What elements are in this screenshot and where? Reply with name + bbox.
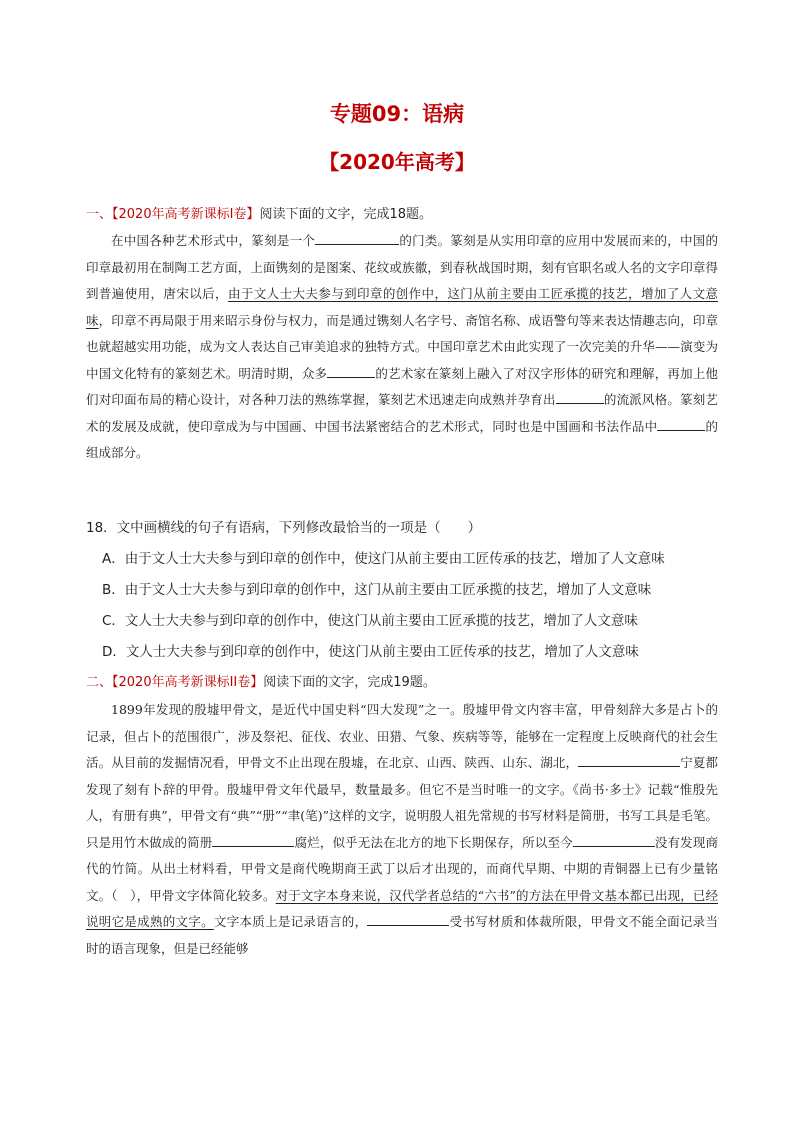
underlined-sentence: 由于文人士大夫参与到印章的创作中，这门从前主要由工匠承揽的技艺，增加了人文意味 <box>86 286 718 328</box>
passage2-text-c: 腐烂，似乎无法在北方的地下长期保存，所以至今 <box>294 834 573 850</box>
blank <box>657 416 705 431</box>
section2-heading <box>86 671 436 690</box>
passage2-text-f: 受书写材质和体裁所限，甲骨文不能全面记录当时的语言现象，但是已经能够 <box>86 914 718 956</box>
page-title: 专题09：语病 <box>329 102 465 126</box>
section1-passage <box>86 228 718 467</box>
blank <box>212 832 294 847</box>
passage2-text-d: 没有发现商代的竹简。从出土材料看，甲骨文是商代晚期商王武丁以后才出现的，而商代早期、中期的青铜器上已有少量铭文。（ ），甲骨文字体简化较多。 <box>86 834 718 903</box>
passage1-text-c: ，印章不再局限于用来昭示身份与权力，而是通过镌刻人名字号、斋馆名称、成语警句等来表达情趣志向，印章也就超越实用功能，成为文人表达自己审美追求的独特方式。中国印章艺术由此实现了一次完美的升华——演变为中国文化特有的篆刻艺术。明清时期，众多 <box>86 312 718 381</box>
section2-source: 【2020年高考新课标II卷】 <box>112 675 264 690</box>
section2-passage <box>86 697 718 962</box>
underlined-sentence-2: 对于文字本身来说，汉代学者总结的“六书”的方法在甲骨文基本都已出现，已经说明它是成熟的文字。 <box>86 887 718 929</box>
section2-prefix: 二、 <box>86 675 113 690</box>
passage1-text-d: 的艺术家在篆刻上融入了对汉字形体的研究和理解，再加上他们对印面布局的精心设计，对各种刀法的熟练掌握，篆刻艺术迅速走向成熟并孕育出 <box>86 365 718 407</box>
section1-source: 【2020年高考新课标I卷】 <box>112 207 260 222</box>
section2-instruction: 阅读下面的文字，完成19题。 <box>263 675 436 690</box>
question-18-stem: 18．文中画横线的句子有语病，下列修改最恰当的一项是（ ） <box>86 520 482 536</box>
page-subtitle: 【2020年高考】 <box>319 150 475 174</box>
blank <box>578 752 680 767</box>
blank <box>327 363 375 378</box>
option-c[interactable]: C．文人士大夫参与到印章的创作中，使这门从前主要由工匠承揽的技艺，增加了人文意味 <box>102 613 638 629</box>
blank <box>315 230 399 245</box>
blank <box>556 389 604 404</box>
passage1-text-f: 的组成部分。 <box>86 418 718 460</box>
section1-instruction: 阅读下面的文字，完成18题。 <box>259 207 432 222</box>
blank <box>573 832 655 847</box>
option-b[interactable]: B．由于文人士大夫参与到印章的创作中，这门从前主要由工匠承揽的技艺，增加了人文意味 <box>102 582 652 598</box>
option-a[interactable]: A．由于文人士大夫参与到印章的创作中，使这门从前主要由工匠传承的技艺，增加了人文意味 <box>102 551 665 567</box>
passage1-text-e: 的流派风格。篆刻艺术的发展及成就，使印章成为与中国画、中国书法紧密结合的艺术形式，同时也是中国画和书法作品中 <box>86 392 718 434</box>
option-d[interactable]: D．文人士大夫参与到印章的创作中，使这门从前主要由工匠传承的技艺，增加了人文意味 <box>102 644 639 660</box>
section1-prefix: 一、 <box>86 207 113 222</box>
section1-heading <box>86 203 432 222</box>
passage2-text-a: 1899年发现的殷墟甲骨文，是近代中国史料“四大发现”之一。殷墟甲骨文内容丰富，甲骨刻辞大多是占卜的记录，但占卜的范围很广，涉及祭祀、征伐、农业、田猎、气象、疾病等等，能够在一定程度上反映商代的社会生活。从目前的发掘情况看，甲骨文不止出现在殷墟，在北京、山西、陕西、山东、湖北， <box>86 702 718 770</box>
passage1-text-a: 在中国各种艺术形式中，篆刻是一个 <box>111 233 316 248</box>
passage2-text-b: 宁夏都发现了刻有卜辞的甲骨。殷墟甲骨文年代最早，数量最多。但它不是当时唯一的文字。《尚书·多士》记载“惟殷先人，有册有典”，甲骨文有“典”“册”“聿(笔)”这样的文字，说明殷人祖先常规的书写材料是简册，书写工具是毛笔。只是用竹木做成的简册 <box>86 755 718 850</box>
passage2-text-e: 文字本质上是记录语言的， <box>213 914 368 929</box>
blank <box>367 911 449 926</box>
passage1-text-b: 的门类。篆刻是从实用印章的应用中发展而来的，中国的印章最初用在制陶工艺方面，上面镌刻的是图案、花纹或族徽，到春秋战国时期，刻有官职名或人名的文字印章得到普遍使用，唐宋以后， <box>86 233 718 301</box>
